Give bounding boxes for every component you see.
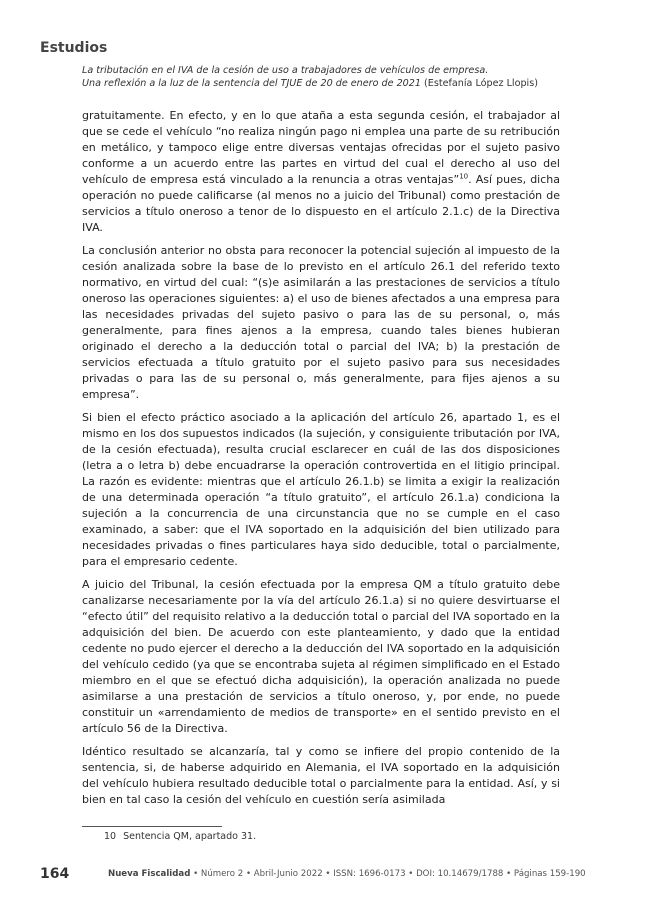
- paragraph-2: La conclusión anterior no obsta para reconocer la potencial sujeción al impuesto de la cesión analizada sobre la base de lo previsto en el artículo 26.1 del referido texto normativo, en virtud del cual: “(s)e asimilarán a las prestaciones de servicios a título oneroso las operaciones siguientes: a) el uso de bienes afectados a una empresa para las necesidades privadas del sujeto pasivo o para las de su personal, o, más generalmente, para fines ajenos a la empresa, cuando tales bienes hubieran originado el derecho a la deducción total o parcial del IVA; b) la prestación de servicios efectuada a título gratuito por el sujeto pasivo para sus necesidades privadas o para las de su personal o, más generalmente, para fijes ajenos a su empresa”.: [82, 244, 560, 401]
- running-title-line2: [82, 77, 602, 90]
- footnote: [104, 831, 256, 842]
- paragraph-4: A juicio del Tribunal, la cesión efectuada por la empresa QM a título gratuito debe canalizarse necesariamente por la vía del artículo 26.1.a) si no quiere desvirtuarse el “efecto útil” del requisito relativo a la deducción total o parcial del IVA soportado en la adquisición del bien. De acuerdo con este planteamiento, y dado que la entidad cedente no pudo ejercer el derecho a la deducción del IVA soportado en la adquisición del vehículo cedido (ya que se encontraba sujeta al régimen simplificado en el Estado miembro en el que se efectuó dicha adquisición), la operación analizada no puede asimilarse a una prestación de servicios a título oneroso, y, por ende, no puede constituir un «arrendamiento de medios de transporte» en el sentido previsto en el artículo 56 de la Directiva.: [82, 578, 560, 735]
- footnote-text: Sentencia QM, apartado 31.: [123, 831, 257, 842]
- footnote-number: 10: [104, 831, 117, 842]
- paragraph-1-tail: . Así pues, dicha operación no puede calificarse (al menos no a juicio del Tribunal) como prestación de servicios a título oneroso a tenor de lo dispuesto en el artículo 2.1.c) de la Directiva IVA.: [82, 173, 561, 234]
- journal-footer: [108, 869, 586, 879]
- paragraph-1-text: gratuitamente. En efecto, y en lo que ataña a esta segunda cesión, el trabajador al que se cede el vehículo “no realiza ningún pago ni emplea una parte de su retribución en metálico, y tampoco elige entre diversas ventajas ofrecidas por el sujeto pasivo conforme a un acuerdo entre las partes en virtud del cual el derecho al uso del vehículo de empresa está vinculado a la renuncia a otras ventajas”: [82, 109, 560, 186]
- running-header: [82, 64, 602, 90]
- footnote-separator: [82, 826, 222, 827]
- paragraph-3: Si bien el efecto práctico asociado a la aplicación del artículo 26, apartado 1, es el mismo en los dos supuestos indicados (la sujeción, y consiguiente tributación por IVA, de la cesión efectuada), resulta crucial esclarecer en cuál de las dos disposiciones (letra a o letra b) debe encuadrarse la operación controvertida en el litigio principal. La razón es evidente: mientras que el artículo 26.1.b) se limita a exigir la realización de una determinada operación “a título gratuito”, el artículo 26.1.a) condiciona la sujeción a la concurrencia de una circunstancia que no se cumple en el caso examinado, a saber: que el IVA soportado en la adquisición del bien utilizado para necesidades privadas o fines particulares haya sido deducible, total o parcialmente, para el empresario cedente.: [82, 411, 560, 568]
- paragraph-5: Idéntico resultado se alcanzaría, tal y como se infiere del propio contenido de la sentencia, si, de haberse adquirido en Alemania, el IVA soportado en la adquisición del vehículo hubiera resultado deducible total o parcialmente para la entidad. Así, y si bien en tal caso la cesión del vehículo en cuestión sería asimilada: [82, 745, 560, 806]
- paragraph-1: [82, 108, 560, 236]
- journal-details: • Número 2 • Abril-Junio 2022 • ISSN: 1696-0173 • DOI: 10.14679/1788 • Páginas 159-190: [190, 869, 586, 879]
- section-label: Estudios: [40, 40, 108, 56]
- journal-name: Nueva Fiscalidad: [108, 869, 191, 879]
- footnote-ref: 10: [459, 172, 469, 181]
- running-title-line1: La tributación en el IVA de la cesión de uso a trabajadores de vehículos de empresa.: [82, 65, 489, 76]
- page-number: 164: [40, 866, 70, 882]
- running-title-text: Una reflexión a la luz de la sentencia del TJUE de 20 de enero de 2021: [82, 78, 421, 89]
- body-text: [82, 108, 560, 815]
- running-author: (Estefanía López Llopis): [424, 78, 538, 89]
